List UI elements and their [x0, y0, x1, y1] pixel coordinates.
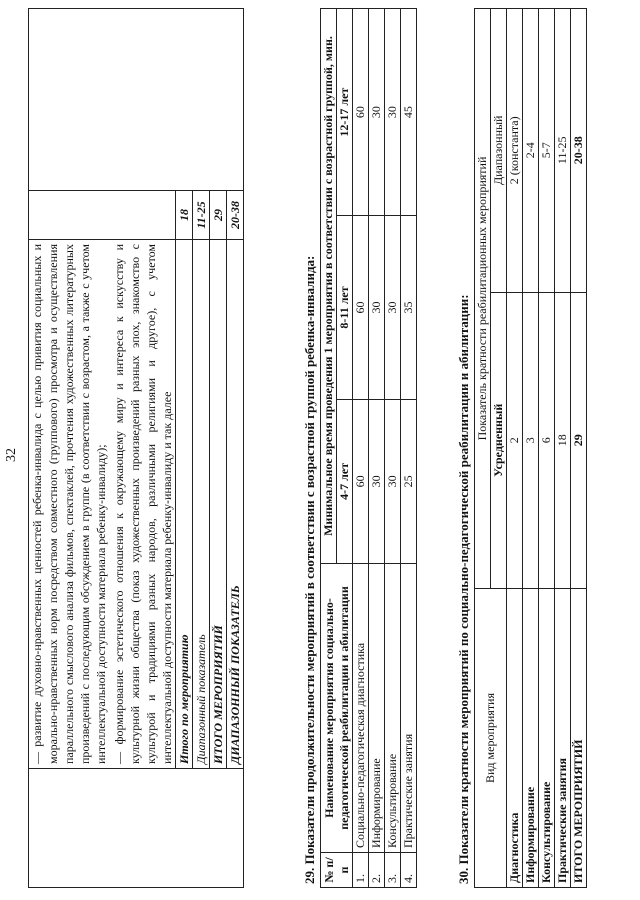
header-age: 4-7 лет [337, 399, 353, 563]
summary-value: 11-25 [193, 191, 210, 240]
table-row [227, 9, 244, 888]
section-30-caption: 30. Показатели кратности мероприятий по социально-педагогической реабилитации и абилитации: [456, 294, 471, 884]
section-29-caption: 29. Показатели продолжительности мероприятий в соответствии с возрастной группой ребенка-инвалида: [302, 255, 317, 884]
table-row [507, 9, 523, 888]
header-name: Наименование мероприятия социально-педагогической реабилитации и абилитации [321, 564, 353, 853]
row-name: Консультирование [539, 589, 555, 888]
row-range: 2-4 [523, 9, 539, 293]
row-number: 4. [401, 853, 417, 888]
table-row [571, 9, 587, 888]
summary-value: 18 [176, 191, 193, 240]
row-range: 11-25 [555, 9, 571, 293]
header-indicator: Показатель кратности реабилитационных мероприятий [475, 9, 491, 589]
row-value: 30 [385, 399, 401, 563]
activities-table [28, 8, 244, 888]
row-value: 30 [369, 399, 385, 563]
row-average: 3 [523, 292, 539, 588]
table-row [321, 9, 337, 888]
row-range: 2 (константа) [507, 9, 523, 293]
table-row [385, 9, 401, 888]
row-name: Информирование [369, 564, 385, 853]
row-value: 30 [385, 9, 401, 216]
summary-label: ИТОГО МЕРОПРИЯТИЙ [210, 240, 227, 769]
row-range: 5-7 [539, 9, 555, 293]
table-row [539, 9, 555, 888]
bullet-text-1: — развитие духовно-нравственных ценностей ребенка-инвалида с целью привития социальных и морально-нравственных норм посредством совместного (группового) просмотра и осуществления параллельного смыслового анализа фильмов, спектаклей, прочтения художественных литературных произведений с последующим обсуждением в группе (в соответствии с возрастом, а также с учетом интеллектуальной доступности материала ребенку-инвалиду); [30, 244, 108, 764]
description-cell [29, 240, 176, 769]
header-kind: Вид мероприятия [475, 589, 507, 888]
row-average: 2 [507, 292, 523, 588]
table-row [523, 9, 539, 888]
row-name: Социально-педагогическая диагностика [353, 564, 369, 853]
row-value: 30 [385, 216, 401, 399]
multiplicity-table [474, 8, 587, 888]
table-row [475, 9, 491, 888]
row-value: 30 [369, 9, 385, 216]
table-row [29, 9, 176, 888]
row-value: 60 [353, 399, 369, 563]
table-row [555, 9, 571, 888]
empty-right-cell [29, 9, 176, 191]
summary-value: 29 [210, 191, 227, 240]
header-number: № п/п [321, 853, 353, 888]
row-value: 35 [401, 216, 417, 399]
row-number: 3. [385, 853, 401, 888]
empty-left-cell [29, 769, 176, 888]
row-average: 29 [571, 292, 587, 588]
header-average: Усредненный [491, 292, 507, 588]
row-name: Практические занятия [555, 589, 571, 888]
duration-table [320, 8, 417, 888]
row-average: 18 [555, 292, 571, 588]
row-range: 20-38 [571, 9, 587, 293]
row-name: Консультирование [385, 564, 401, 853]
table-row [193, 9, 210, 888]
row-value: 60 [353, 216, 369, 399]
table-row [210, 9, 227, 888]
table-row [353, 9, 369, 888]
header-time: Минимальное время проведения 1 мероприятия в соответствии с возрастной группой, мин. [321, 9, 337, 564]
row-name: Информирование [523, 589, 539, 888]
row-name: Практические занятия [401, 564, 417, 853]
header-range: Диапазонный [491, 9, 507, 293]
header-age: 8-11 лет [337, 216, 353, 399]
summary-value: 20-38 [227, 191, 244, 240]
table-row [369, 9, 385, 888]
summary-label: Диапазонный показатель [193, 240, 210, 769]
row-value: 45 [401, 9, 417, 216]
row-number: 1. [353, 853, 369, 888]
row-number: 2. [369, 853, 385, 888]
bullet-text-2: — формирование эстетического отношения к окружающему миру и интереса к искусству и культурной жизни общества (показ художественных произведений разных эпох, знакомство с культурой и традициями разных народов, различными религиями и другое), с учетом интеллектуальной доступности материала ребенку-инвалиду и так далее [112, 244, 174, 764]
row-name: Диагностика [507, 589, 523, 888]
table-row [401, 9, 417, 888]
table-row [176, 9, 193, 888]
value-cell-empty [29, 191, 176, 240]
row-average: 6 [539, 292, 555, 588]
row-value: 25 [401, 399, 417, 563]
row-value: 30 [369, 216, 385, 399]
summary-label: ДИАПАЗОННЫЙ ПОКАЗАТЕЛЬ [227, 240, 244, 769]
summary-label: Итого по мероприятию [176, 240, 193, 769]
page-number: 32 [4, 448, 19, 462]
row-value: 60 [353, 9, 369, 216]
header-age: 12-17 лет [337, 9, 353, 216]
row-name: ИТОГО МЕРОПРИЯТИЙ [571, 589, 587, 888]
